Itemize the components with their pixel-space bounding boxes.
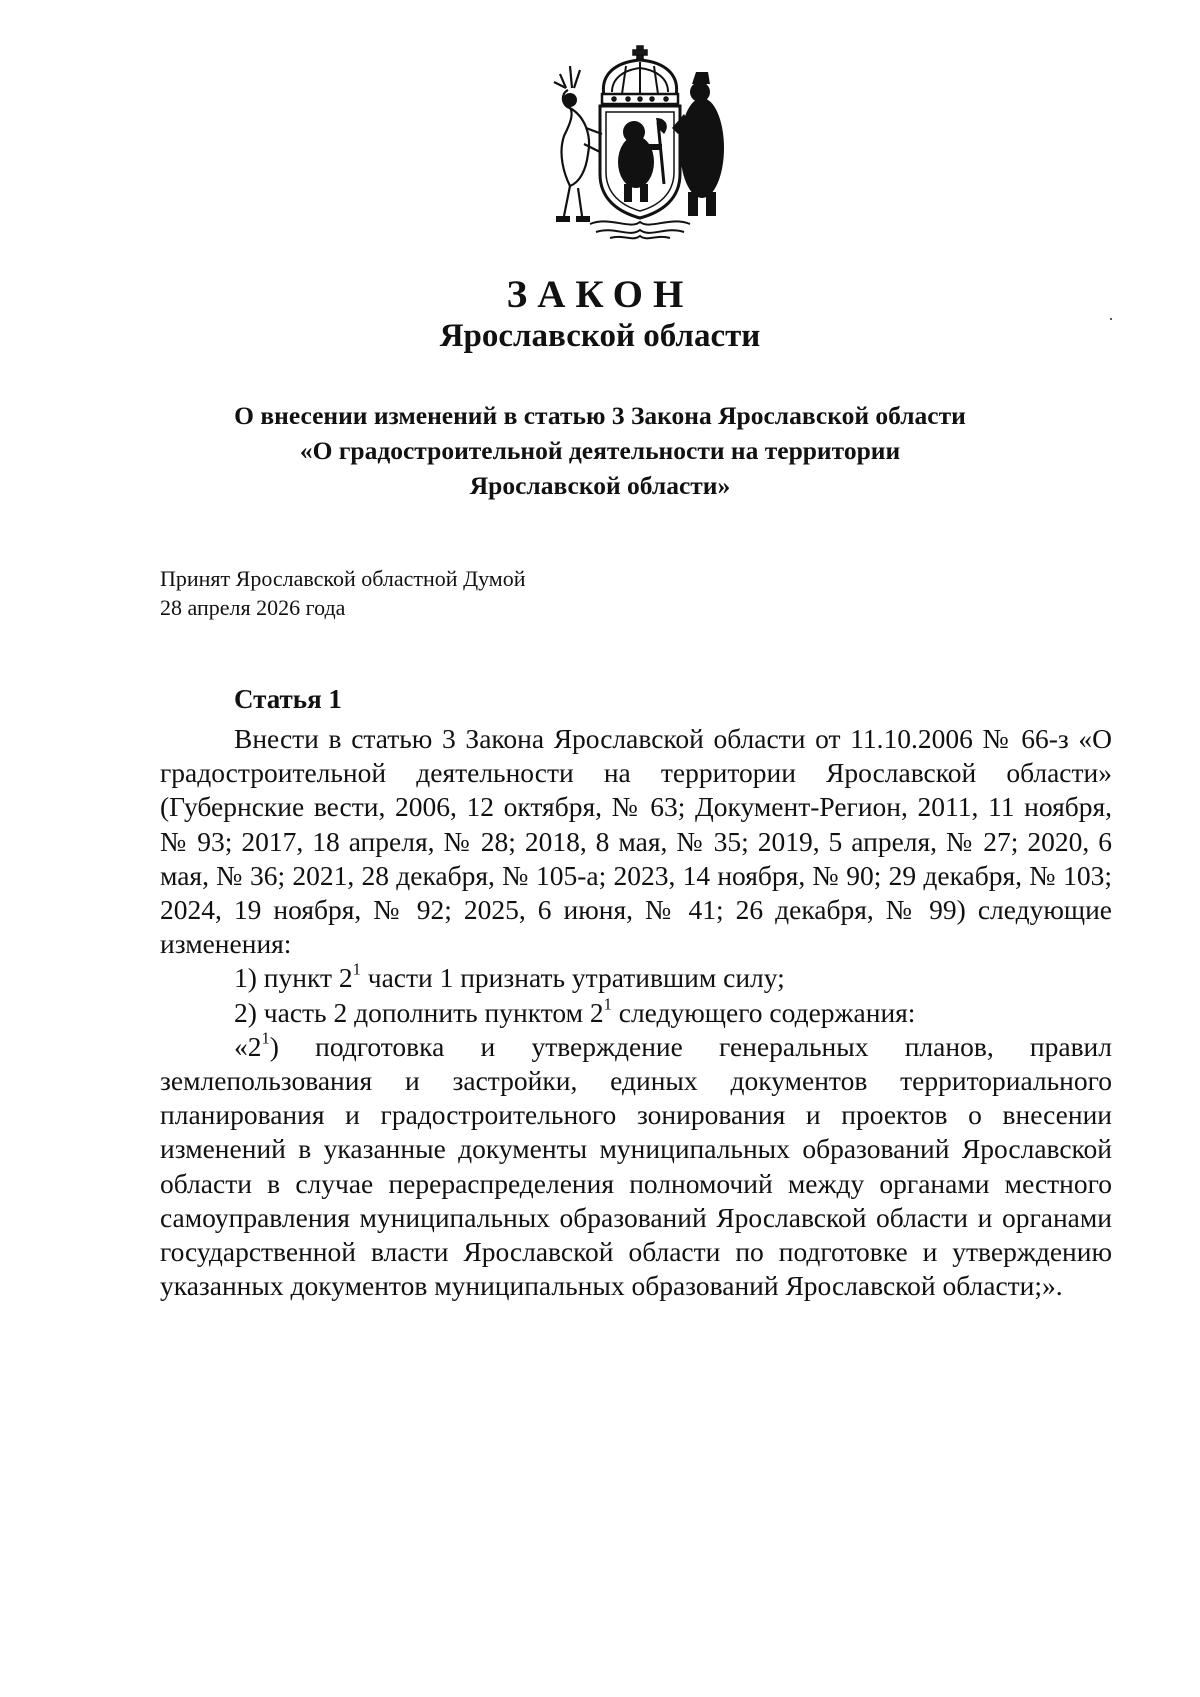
item-2-superscript: 1 <box>603 994 612 1014</box>
article-item-2 <box>160 996 1112 1030</box>
law-heading: ЗАКОН <box>506 273 694 316</box>
quote-text: «2 <box>234 1030 262 1062</box>
article-body <box>160 722 1112 1303</box>
subject-line-2: «О градостроительной деятельности на территории <box>299 436 901 465</box>
coat-of-arms-icon <box>540 44 740 244</box>
item-2-text-end: следующего содержания: <box>611 996 916 1028</box>
quote-superscript: 1 <box>261 1028 270 1048</box>
adoption-body: Принят Ярославской областной Думой <box>160 566 526 591</box>
adoption-date: 28 апреля 2026 года <box>160 595 346 620</box>
item-1-superscript: 1 <box>352 960 361 980</box>
article-quoted-point <box>160 1030 1112 1304</box>
article-item-1 <box>160 961 1112 995</box>
quote-text-end: ) подготовка и утверждение генеральных планов, правил землепользования и застройки, единых документов территориального планирования и градостроительного зонирования и проектов о внесении изменений в указанные документы муниципальных образований Ярославской области в случае перераспределения полномочий между органами местного самоуправления муниципальных образований Ярославской области и органами государственной власти Ярославской области по подготовке и утверждению указанных документов муниципальных образований Ярославской области;». <box>160 1030 1112 1302</box>
law-region: Ярославской области <box>439 318 761 354</box>
article-intro: Внести в статью 3 Закона Ярославской области от 11.10.2006 № 66-з «О градостроительной деятельности на территории Ярославской области» (Губернские вести, 2006, 12 октября, № 63; Документ-Регион, 2011, 11 ноября, № 93; 2017, 18 апреля, № 28; 2018, 8 мая, № 35; 2019, 5 апреля, № 27; 2020, 6 мая, № 36; 2021, 28 декабря, № 105-а; 2023, 14 ноября, № 90; 29 декабря, № 103; 2024, 19 ноября, № 92; 2025, 6 июня, № 41; 26 декабря, № 99) следующие изменения: <box>160 723 1112 960</box>
adoption-info <box>160 564 526 622</box>
item-2-text: 2) часть 2 дополнить пунктом 2 <box>234 996 604 1028</box>
item-1-text: 1) пункт 2 <box>234 962 353 994</box>
scan-speck <box>1110 318 1112 320</box>
document-subject <box>150 398 1050 503</box>
subject-line-1: О внесении изменений в статью 3 Закона Ярославской области <box>234 401 966 430</box>
article-heading: Статья 1 <box>234 684 342 714</box>
subject-line-3: Ярославской области» <box>469 471 731 500</box>
item-1-text-end: части 1 признать утратившим силу; <box>360 962 785 994</box>
